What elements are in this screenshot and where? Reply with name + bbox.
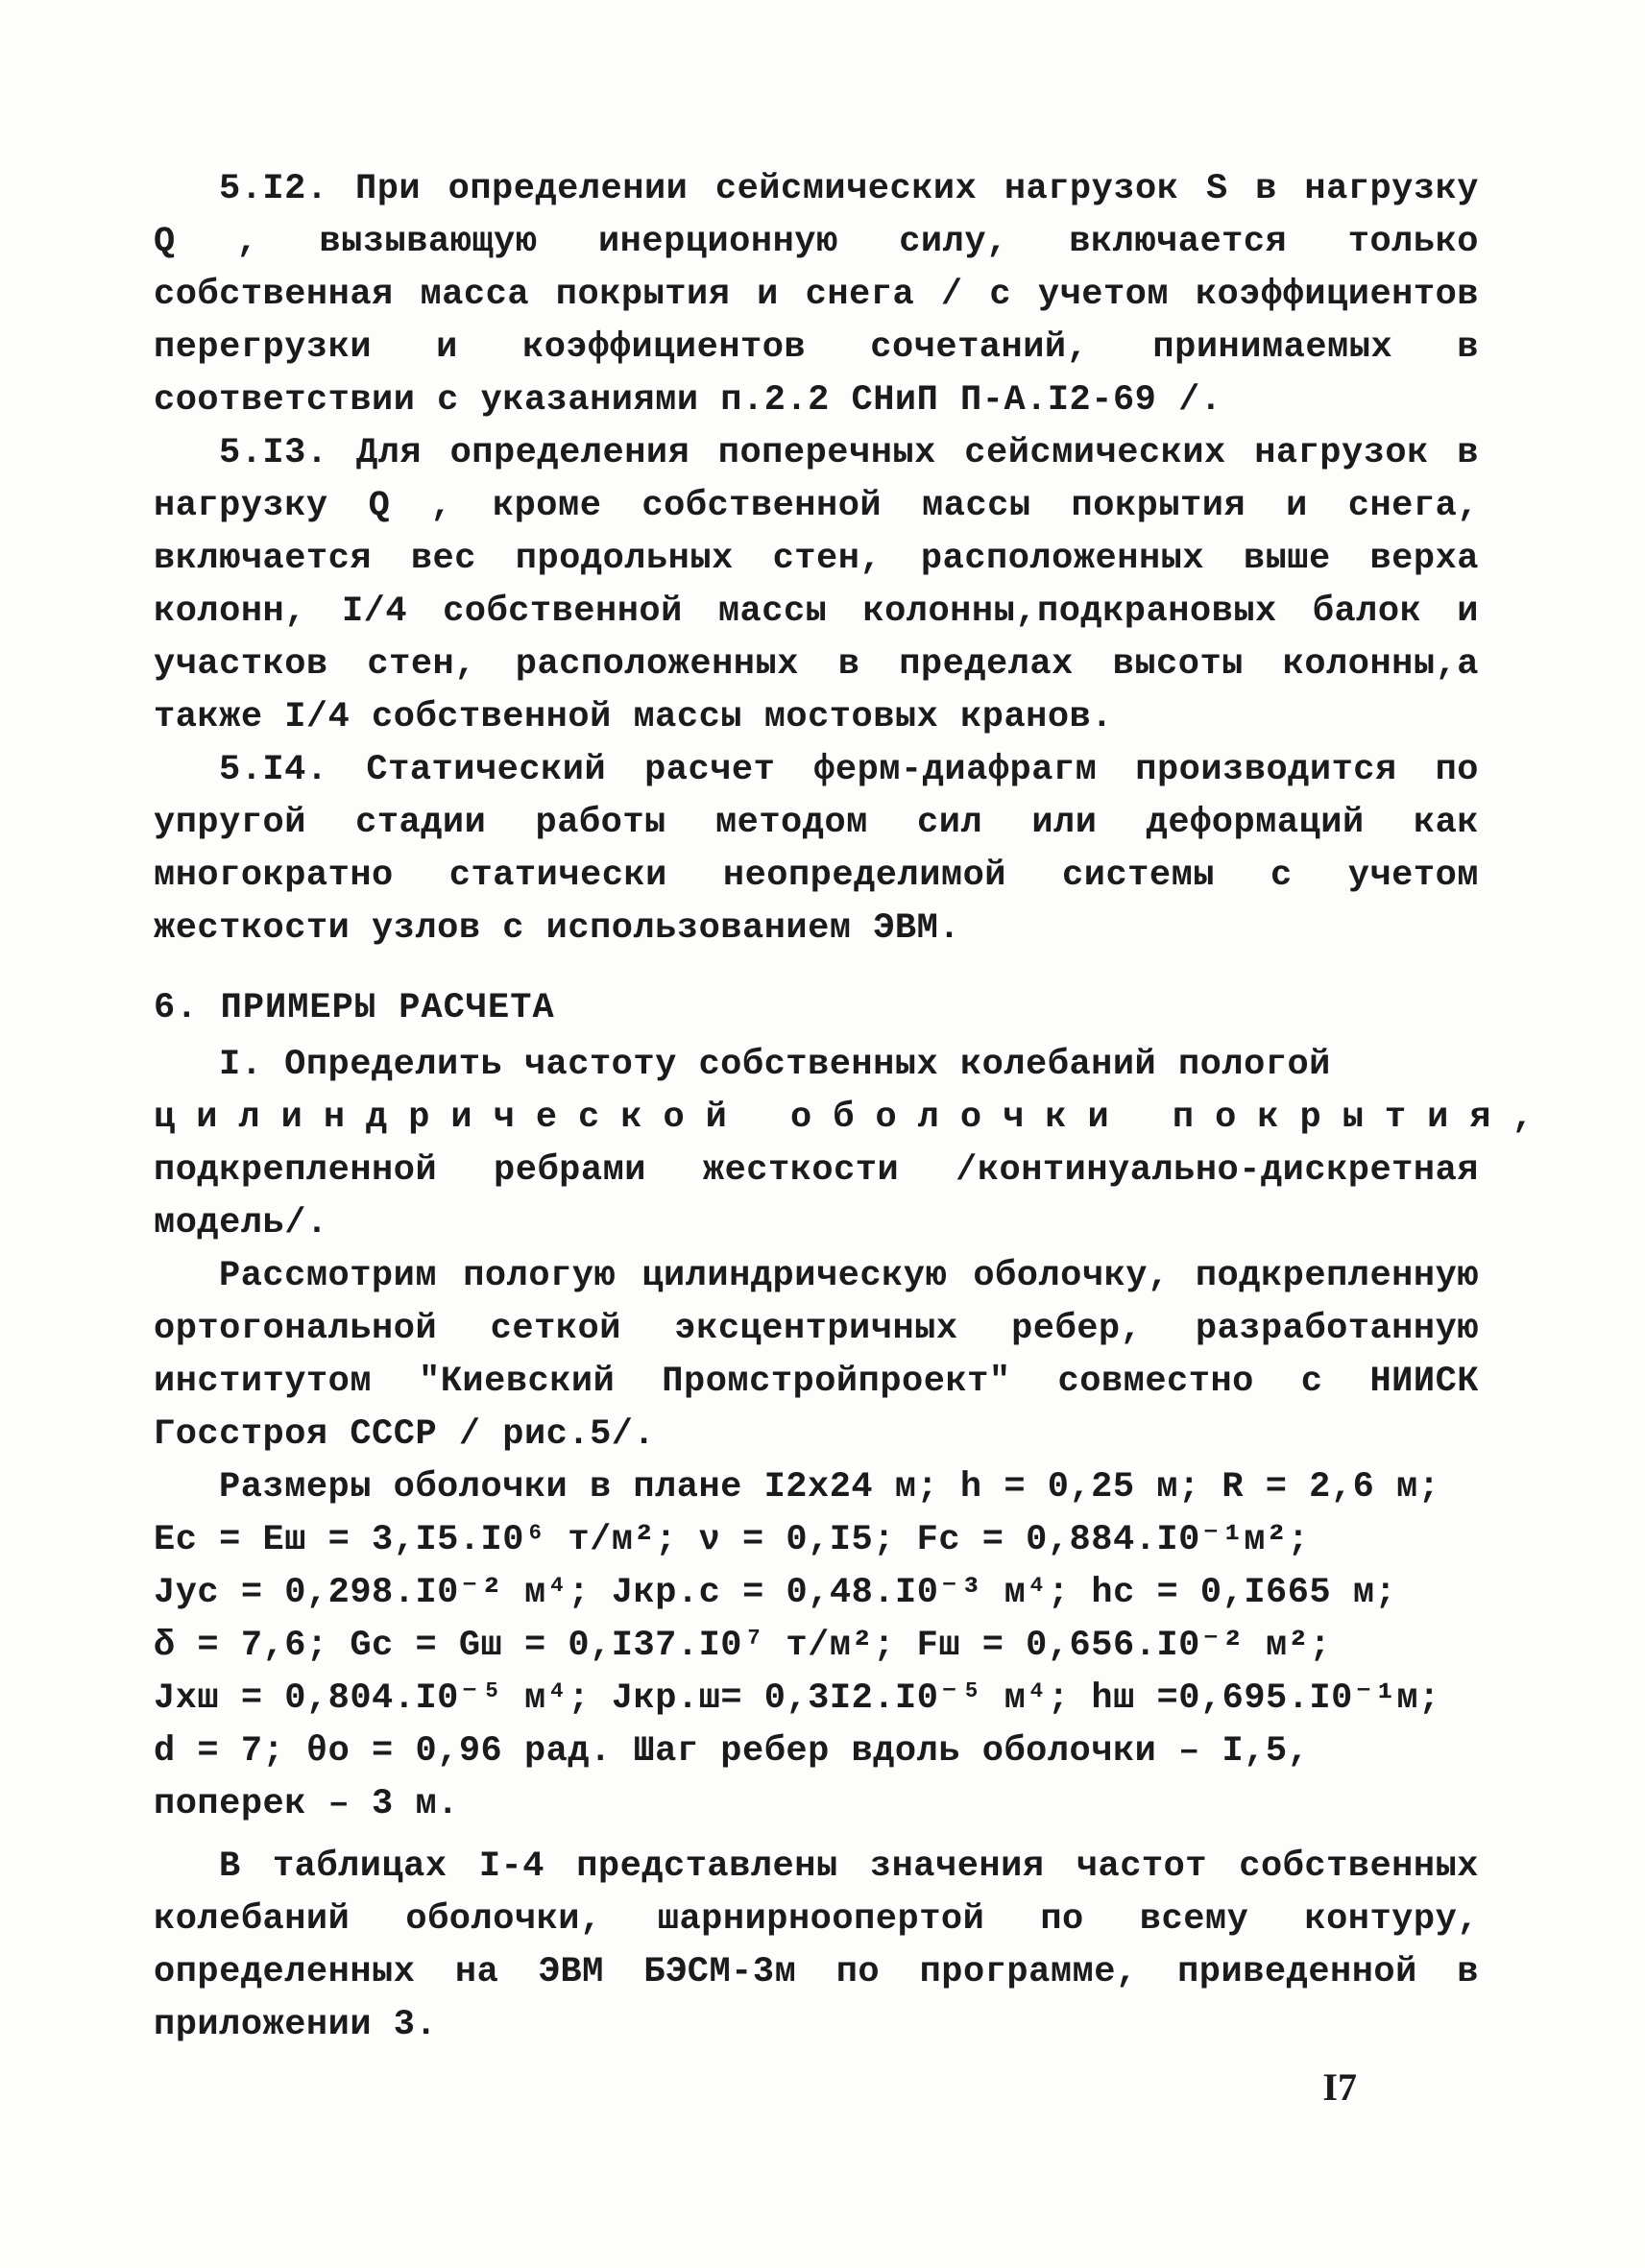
dims-line-6: d = 7; θо = 0,96 рад. Шаг ребер вдоль оболочки – I,5, <box>154 1731 1310 1772</box>
paragraph-consider: Рассмотрим пологую цилиндрическую оболочку, подкрепленную ортогональной сеткой эксцентричных ребер, разработанную институтом "Киевский Промстройпроект" совместно с НИИСК Госстроя СССР / рис.5/. <box>154 1256 1479 1455</box>
section-heading: 6. ПРИМЕРЫ РАСЧЕТА <box>154 988 555 1028</box>
example-1-continuation: подкрепленной ребрами жесткости /континуально-дискретная модель/. <box>154 1150 1479 1243</box>
dims-line-1: Размеры оболочки в плане I2x24 м; h = 0,25 м; R = 2,6 м; <box>219 1467 1440 1508</box>
main-text <box>154 163 1555 2052</box>
paragraph-tables: В таблицах I-4 представлены значения частот собственных колебаний оболочки, шарнирноопертой по всему контуру, определенных на ЭВМ БЭСМ-3м по программе, приведенной в приложении 3. <box>154 1846 1479 2045</box>
dimensions-block <box>154 1461 1479 1831</box>
dims-line-2: Eс = Eш = 3,I5.I0⁶ т/м²; ν = 0,I5; Fс = 0,884.I0⁻¹м²; <box>154 1520 1310 1560</box>
example-1-spaced-line: цилиндрической оболочки покрытия, <box>154 1098 1555 1138</box>
dims-line-3: Jус = 0,298.I0⁻² м⁴; Jкр.с = 0,48.I0⁻³ м⁴; hс = 0,I665 м; <box>154 1573 1397 1613</box>
example-1-line: I. Определить частоту собственных колебаний пологой <box>219 1045 1331 1085</box>
paragraph-5-13: 5.I3. Для определения поперечных сейсмических нагрузок в нагрузку Q , кроме собственной массы покрытия и снега, включается вес продольных стен, расположенных выше верха колонн, I/4 собственной массы колонны,подкрановых балок и участков стен, расположенных в пределах высоты колонны,а также I/4 собственной массы мостовых кранов. <box>154 433 1479 737</box>
dims-line-7: поперек – 3 м. <box>154 1784 459 1824</box>
dims-line-5: Jхш = 0,804.I0⁻⁵ м⁴; Jкр.ш= 0,3I2.I0⁻⁵ м⁴; hш =0,695.I0⁻¹м; <box>154 1678 1440 1719</box>
dims-line-4: δ = 7,6; Gс = Gш = 0,I37.I0⁷ т/м²; Fш = 0,656.I0⁻² м²; <box>154 1626 1332 1666</box>
paragraph-5-14: 5.I4. Статический расчет ферм-диафрагм производится по упругой стадии работы методом сил или деформаций как многократно статически неопределимой системы с учетом жесткости узлов с использованием ЭВМ. <box>154 750 1479 949</box>
page-number: I7 <box>1322 2065 1357 2109</box>
paragraph-5-12: 5.I2. При определении сейсмических нагрузок S в нагрузку Q , вызывающую инерционную силу, включается только собственная масса покрытия и снега / с учетом коэффициентов перегрузки и коэффициентов сочетаний, принимаемых в соответствии с указаниями п.2.2 СНиП П-А.I2-69 /. <box>154 169 1479 421</box>
